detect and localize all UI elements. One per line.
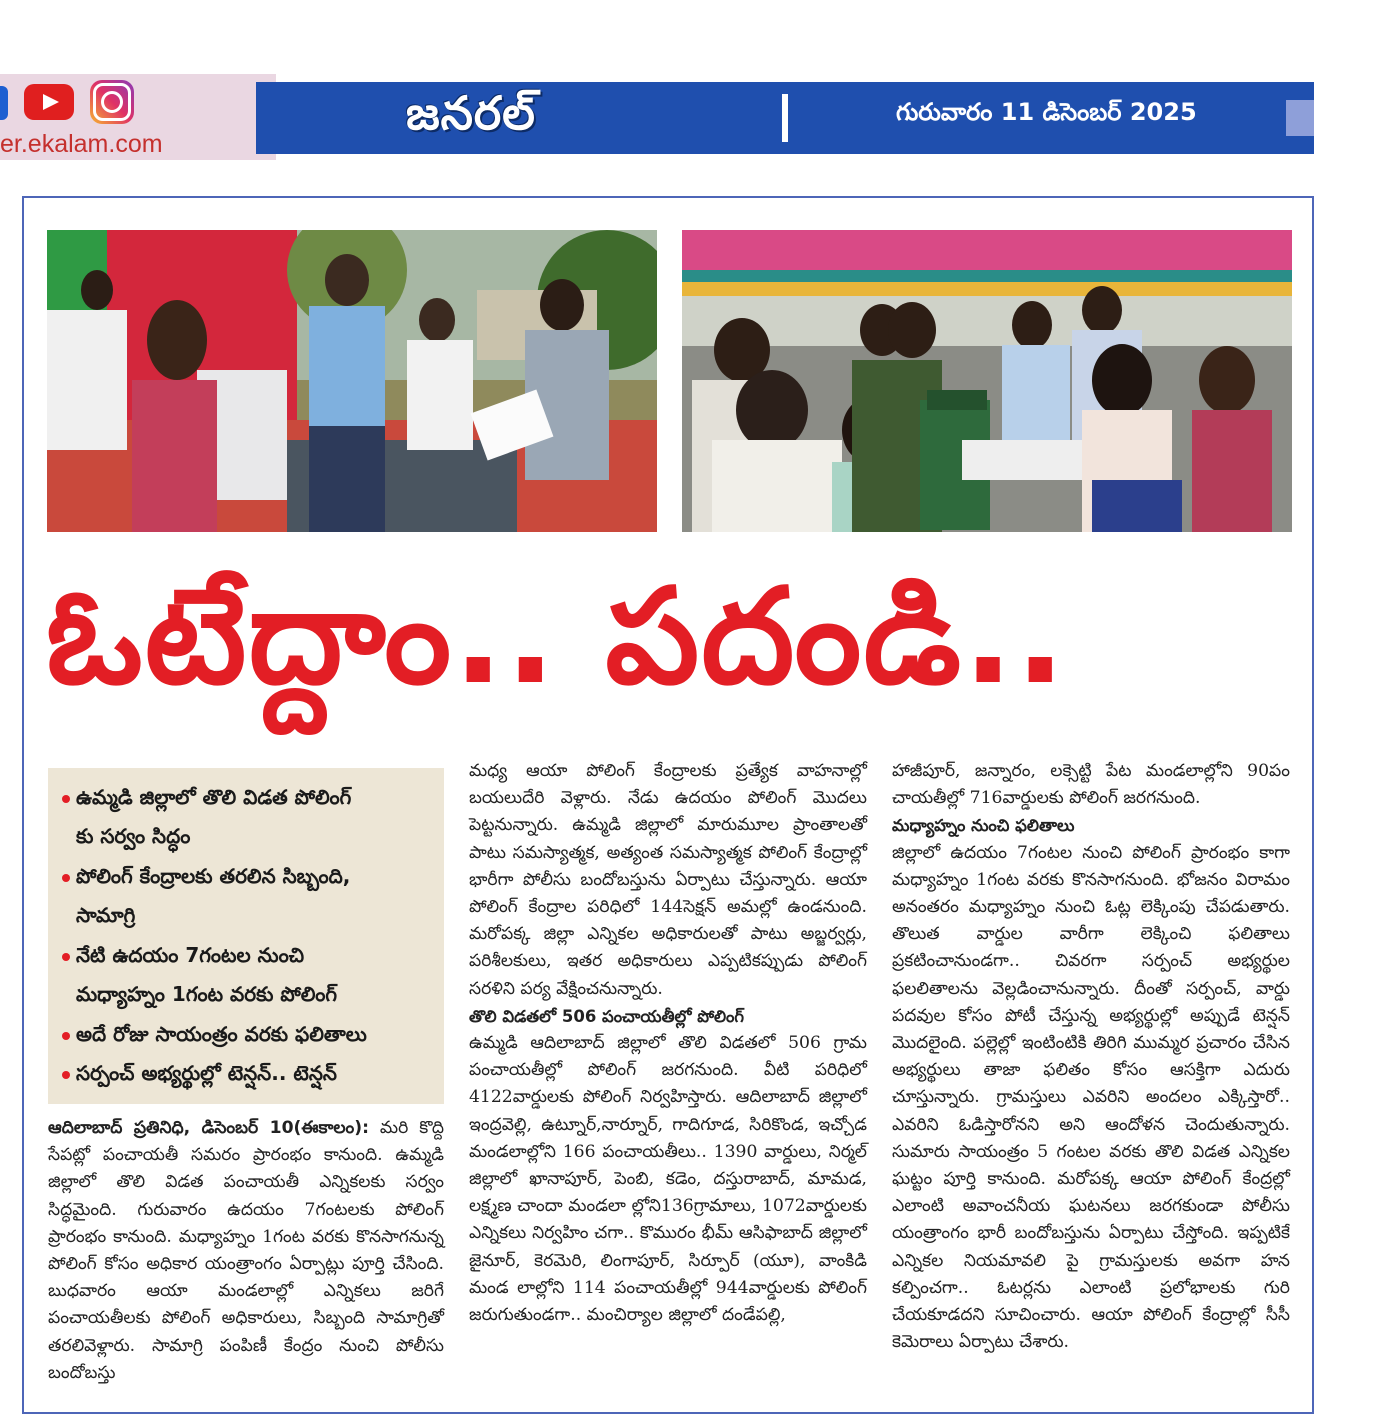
highlights-box bbox=[48, 768, 444, 1104]
column-1-text: మరి కొద్ది సేపట్లో పంచాయతీ సమరం ప్రారంభం కానుంది. ఉమ్మడి జిల్లాలో తొలి విడత పంచాయతీ ఎన్నికలకు సర్వం సిద్ధమైంది. గురువారం ఉదయం 7గంటలకు పోలింగ్ ప్రారంభం కానుంది. మధ్యాహ్నం 1గంట వరకు కొనసాగనున్న పోలింగ్ కోసం అధికార యంత్రాంగం ఏర్పాట్లు పూర్తి చేసింది. బుధవారం ఆయా మండలాల్లో ఎన్నికలు జరిగే పంచాయతీలకు పోలింగ్ అధికారులు, సిబ్బంది సామాగ్రితో తరలివెళ్లారు. సామాగ్రి పంపిణీ కేంద్రం నుంచి పోలీసు బందోబస్తు bbox=[48, 1118, 445, 1383]
bullet-icon bbox=[62, 795, 70, 803]
bullet-icon bbox=[62, 953, 70, 961]
highlight-item: కు సర్వం సిద్ధం bbox=[76, 824, 191, 848]
edition-date: గురువారం 11 డిసెంబర్ 2025 bbox=[896, 98, 1197, 126]
section-header-bar bbox=[256, 82, 1314, 154]
section-title: జనరల్ bbox=[406, 86, 536, 140]
highlight-item: పోలింగ్ కేంద్రాలకు తరలిన సిబ్బంది, bbox=[76, 857, 350, 895]
highlight-item: సర్పంచ్ అభ్యర్థుల్లో టెన్షన్.. టెన్షన్ bbox=[76, 1054, 337, 1092]
highlight-item: అదే రోజు సాయంత్రం వరకు ఫలితాలు bbox=[76, 1015, 367, 1053]
officials-with-ballot-papers-photo bbox=[47, 230, 657, 532]
article-column-2 bbox=[469, 758, 867, 1329]
instagram-icon[interactable] bbox=[90, 80, 134, 124]
highlight-item: నేటి ఉదయం 7గంటల నుంచి bbox=[76, 936, 304, 974]
column-2-text-a: మధ్య ఆయా పోలింగ్ కేంద్రాలకు ప్రత్యేక వాహనాల్లో బయలుదేరి వెళ్లారు. నేడు ఉదయం పోలింగ్ మొదలు పెట్టనున్నారు. ఉమ్మడి జిల్లాలో మారుమూల ప్రాంతాలతో పాటు సమస్యాత్మక, అత్యంత సమస్యాత్మక పోలింగ్ కేంద్రాల్లో భారీగా పోలీసు బందోబస్తును ఏర్పాటు చేస్తున్నారు. ఆయా పోలింగ్ కేంద్రాల పరిధిలో 144సెక్షన్ అమల్లో ఉండనుంది. మరోపక్క జిల్లా ఎన్నికల అధికారులతో పాటు అబ్జర్వర్లు, పరిశీలకులు, ఇతర అధికారులు ఎప్పటికప్పుడు పోలింగ్ సరళిని పర్య వేక్షించనున్నారు. bbox=[469, 761, 867, 999]
article-column-3 bbox=[892, 758, 1290, 1356]
header-bar-accent bbox=[1286, 100, 1314, 136]
column-3-text-b: జిల్లాలో ఉదయం 7గంటల నుంచి పోలింగ్ ప్రారంభం కాగా మధ్యాహ్నం 1గంట వరకు కొనసాగనుంది. భోజనం విరామం అనంతరం మధ్యాహ్నం నుంచి ఓట్ల లెక్కింపు చేపడుతారు. తొలుత వార్డుల వారీగా లెక్కించి ఫలితాలు ప్రకటించానుండగా.. చివరగా సర్పంచ్ అభ్యర్థుల ఫలలితాలను వెల్లడించానున్నారు. దీంతో సర్పంచ్, వార్డు పదవుల కోసం పోటీ చేస్తున్న అభ్యర్థుల్లో అప్పుడే టెన్షన్ మొదలైంది. పల్లెల్లో ఇంటింటికి తిరిగి ముమ్మర ప్రచారం చేసిన అభ్యర్థులు తాజా ఫలితం కోసం ఆసక్తిగా ఎదురు చూస్తున్నారు. గ్రామస్తులు ఎవరిని అందలం ఎక్కిస్తారో.. ఎవరిని ఓడిస్తారోనని అని ఆందోళన చెందుతున్నారు. సుమారు సాయంత్రం 5 గంటల వరకు తొలి విడత ఎన్నికల ఘట్టం పూర్తి కానుంది. మరోపక్క ఆయా పోలింగ్ కేంద్రల్లో ఎలాంటి అవాంచనీయ ఘటనలు జరగకుండా పోలీసు యంత్రాంగం భారీ బందోబస్తును ఏర్పాటు చేస్తోంది. ఇప్పటికే ఎన్నికల నియమావలి పై గ్రామస్తులకు అవగా హన కల్పించగా.. ఓటర్లను ఎలాంటి ప్రలోభాలకు గురి చేయకూడదని సూచించారు. ఆయా పోలింగ్ కేంద్రాల్లో సీసీ కెమెరాలు ఏర్పాటు చేశారు. bbox=[892, 842, 1290, 1353]
polling-staff-with-ballot-box-photo bbox=[682, 230, 1292, 532]
column-3-text-a: హాజీపూర్, జన్నారం, లక్సెట్టి పేట మండలాల్లోని 90పం చాయతీల్లో 716వార్డులకు పోలింగ్ జరగనుంది. bbox=[892, 761, 1290, 809]
bullet-icon bbox=[62, 1071, 70, 1079]
article-dateline: ఆదిలాబాద్ ప్రతినిధి, డిసెంబర్ 10(ఈకాలం): bbox=[48, 1118, 370, 1138]
header-divider bbox=[782, 94, 788, 142]
subheading-results: మధ్యాహ్నం నుంచి ఫలితాలు bbox=[892, 816, 1075, 836]
bullet-icon bbox=[62, 1032, 70, 1040]
article-headline: ఓటేద్దాం.. పదండి.. bbox=[46, 560, 1068, 714]
highlight-item: మధ్యాహ్నం 1గంట వరకు పోలింగ్ bbox=[76, 982, 338, 1006]
column-2-text-b: ఉమ్మడి ఆదిలాబాద్ జిల్లాలో తొలి విడతలో 506 గ్రామ పంచాయతీల్లో పోలింగ్ జరగనుంది. వీటి పరిధిలో 4122వార్డులకు పోలింగ్ నిర్వహిస్తారు. ఆదిలాబాద్ జిల్లాలో ఇంద్రవెల్లి, ఉట్నూర్,నార్నూర్, గాదిగూడ, సిరికొండ, ఇచ్చోడ మండలాల్లోని 166 పంచాయతీలు.. 1390 వార్డులు, నిర్మల్ జిల్లాలో ఖానాపూర్, పెంబి, కడెం, దస్తురాబాద్, మామడ, లక్ష్మణ చాందా మండలా ల్లోని136గ్రామాలు, 1072వార్డులకు ఎన్నికలు నిర్వహిం చగా.. కొమురం భీమ్ ఆసిఫాబాద్ జిల్లాలో జైనూర్, కెరమెరి, లింగాపూర్, సిర్పూర్ (యూ), వాంకిడి మండ లాల్లోని 114 పంచాయతీల్లో 944వార్డులకు పోలింగ్ జరుగుతుండగా.. మంచిర్యాల జిల్లాలో దండేపల్లి, bbox=[469, 1033, 867, 1326]
facebook-icon[interactable] bbox=[0, 86, 8, 120]
subheading-first-phase: తొలి విడతలో 506 పంచాయతీల్లో పోలింగ్ bbox=[469, 1006, 744, 1026]
social-links-box bbox=[0, 74, 276, 160]
website-link[interactable]: er.ekalam.com bbox=[0, 130, 163, 158]
highlight-item: ఉమ్మడి జిల్లాలో తొలి విడత పోలింగ్ bbox=[76, 778, 351, 816]
highlight-item: సామాగ్రి bbox=[76, 903, 136, 927]
bullet-icon bbox=[62, 874, 70, 882]
article-column-1 bbox=[48, 1115, 444, 1387]
youtube-icon[interactable] bbox=[24, 84, 74, 120]
